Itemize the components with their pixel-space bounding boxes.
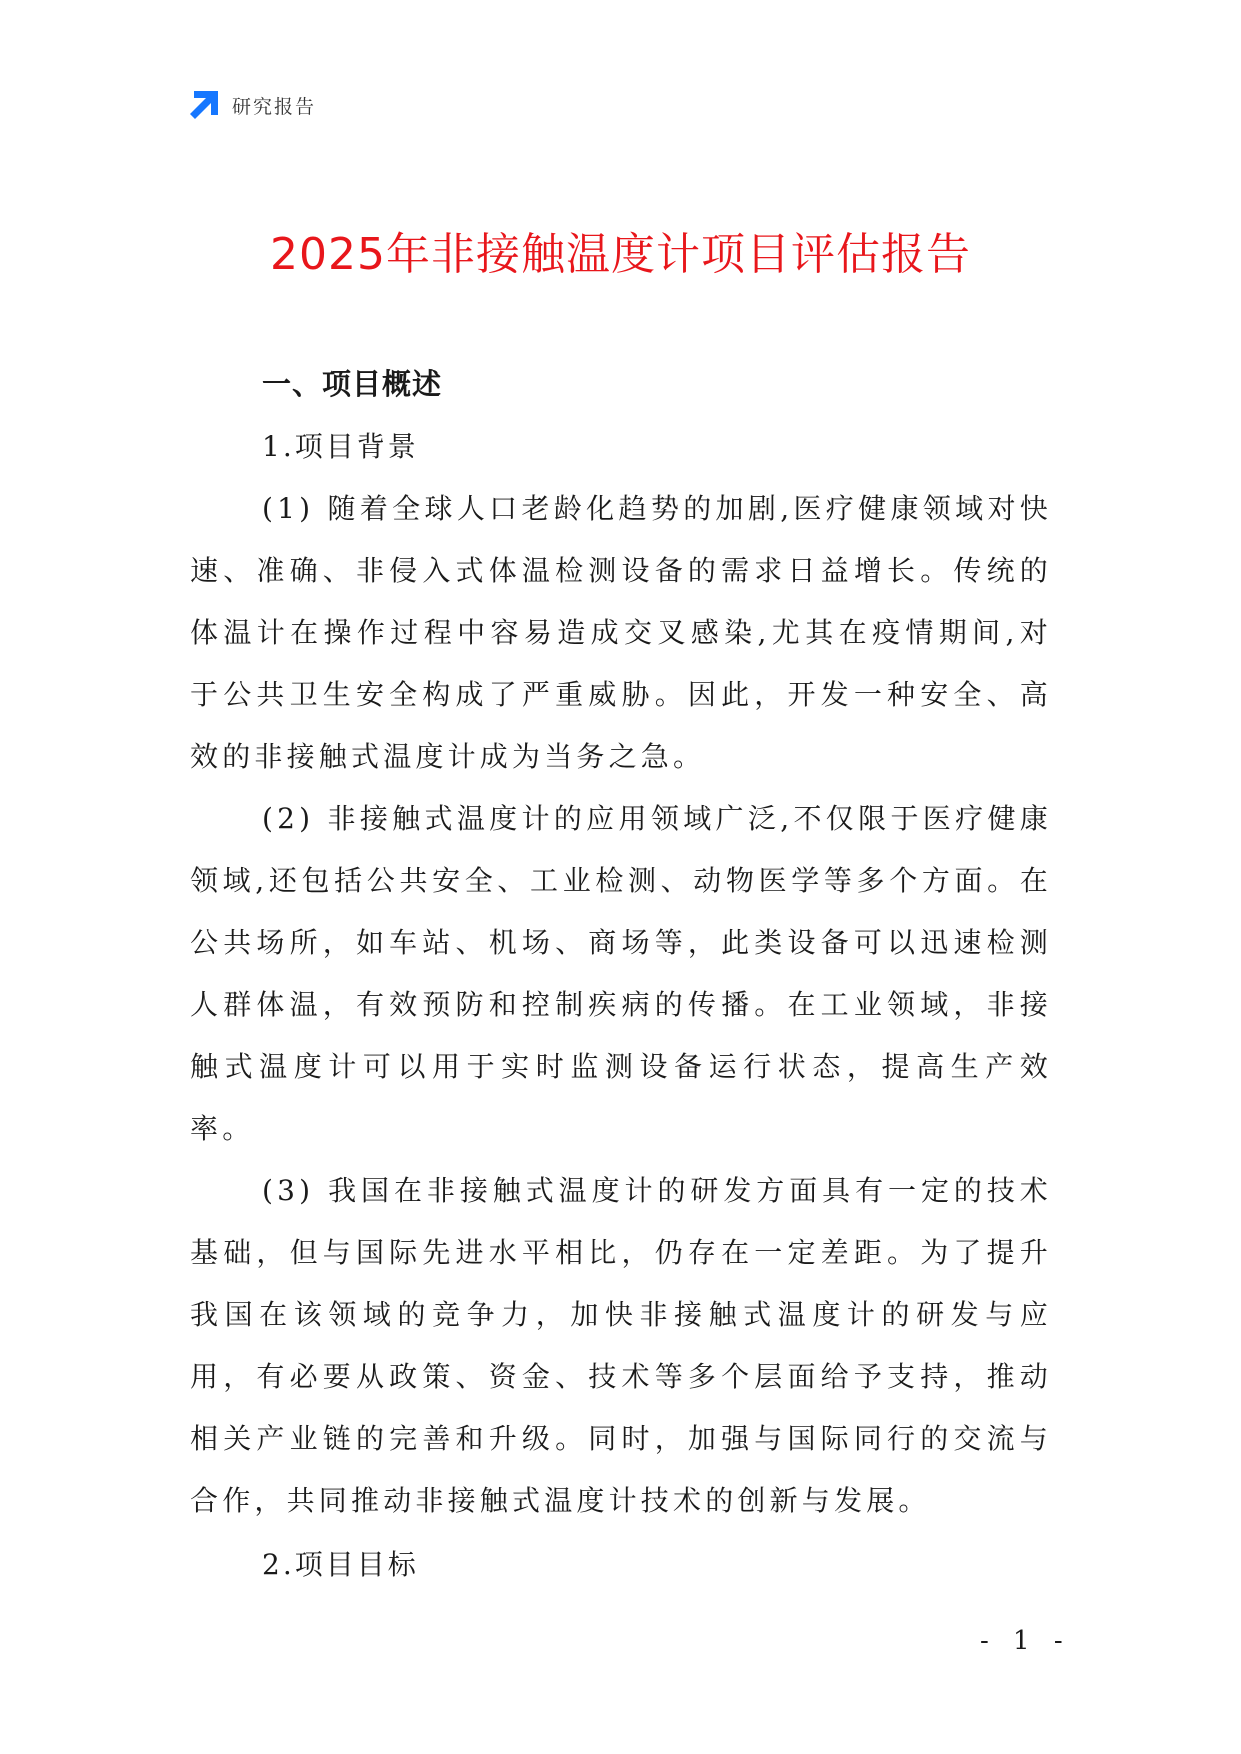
page-number: - 1 - xyxy=(980,1626,1071,1656)
paragraph-1: (1) 随着全球人口老龄化趋势的加剧,医疗健康领域对快速、准确、非侵入式体温检测设备的需求日益增长。传统的体温计在操作过程中容易造成交叉感染,尤其在疫情期间,对于公共卫生安全构成了严重威胁。因此，开发一种安全、高效的非接触式温度计成为当务之急。 xyxy=(190,492,1052,773)
subsection-heading-goals: 2.项目目标 xyxy=(262,1548,419,1581)
arrow-up-right-icon xyxy=(188,89,220,121)
paragraph-2: (2) 非接触式温度计的应用领域广泛,不仅限于医疗健康领域,还包括公共安全、工业检测、动物医学等多个方面。在公共场所，如车站、机场、商场等，此类设备可以迅速检测人群体温，有效预防和控制疾病的传播。在工业领域，非接触式温度计可以用于实时监测设备运行状态，提高生产效率。 xyxy=(190,802,1052,1145)
header-label: 研究报告 xyxy=(232,95,317,118)
subsection-heading-background: 1.项目背景 xyxy=(262,430,419,463)
section-heading: 一、项目概述 xyxy=(262,367,443,401)
report-header xyxy=(188,88,316,122)
document-title: 2025年非接触温度计项目评估报告 xyxy=(270,229,971,280)
paragraph-3: (3) 我国在非接触式温度计的研发方面具有一定的技术基础，但与国际先进水平相比，仍存在一定差距。为了提升我国在该领域的竞争力，加快非接触式温度计的研发与应用，有必要从政策、资金、技术等多个层面给予支持，推动相关产业链的完善和升级。同时，加强与国际同行的交流与合作，共同推动非接触式温度计技术的创新与发展。 xyxy=(190,1174,1052,1517)
document-body xyxy=(190,352,1052,1596)
